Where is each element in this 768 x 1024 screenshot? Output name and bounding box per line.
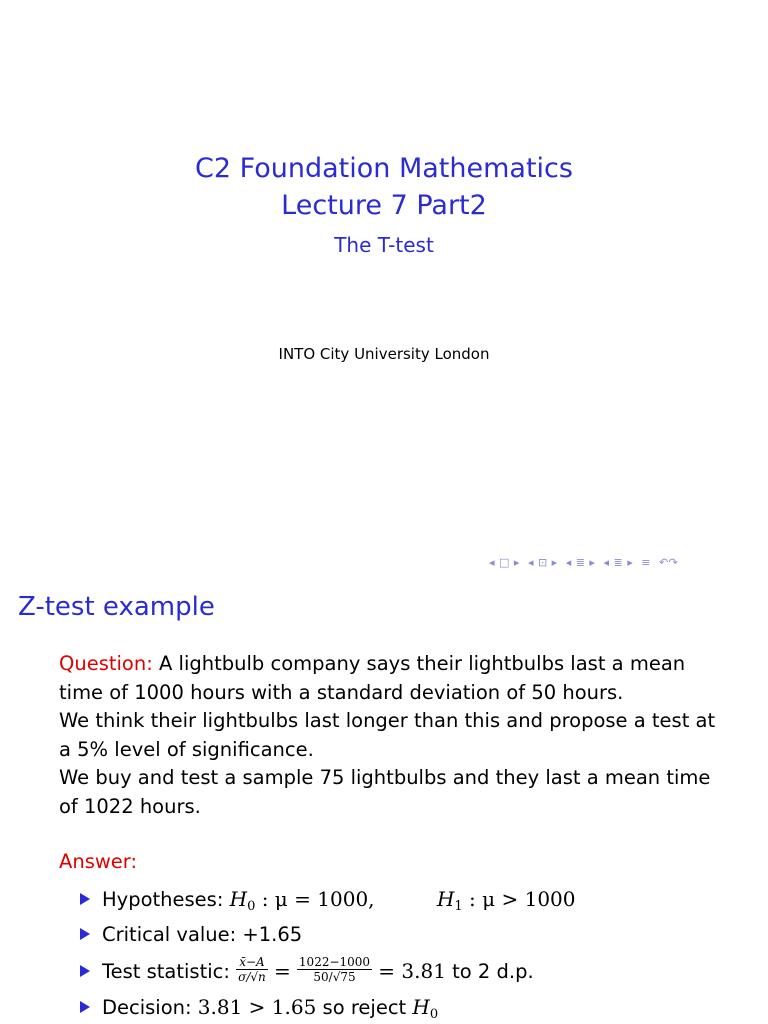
alt-hypothesis: $H_1$ : μ > 1000	[436, 887, 576, 914]
bullet-triangle-icon	[80, 1001, 90, 1013]
test-statistic-item: Test statistic: $\frac{x̄-A}{\sigma/√n}$ = $\frac{1022-1000}{50/√75}$ = 3.81 to 2 d.p.	[80, 953, 740, 989]
answer-label: Answer:	[59, 850, 138, 873]
question-label: Question:	[59, 652, 153, 675]
value-fraction: $\frac{1022-1000}{50/√75}$	[298, 955, 371, 984]
institute-name: INTO City University London	[278, 345, 490, 363]
lecture-title: Lecture 7 Part2	[281, 190, 487, 221]
beamer-navigation[interactable]	[489, 556, 682, 569]
decision-hypothesis: $H_0$	[412, 995, 439, 1022]
nav-frame-icon[interactable]: ◂ ⊡ ▸	[527, 556, 558, 569]
decision-label: Decision:	[102, 996, 192, 1019]
nav-section-icon[interactable]: ◂ ≣ ▸	[603, 556, 634, 569]
critical-value-text: Critical value: +1.65	[102, 923, 303, 946]
nav-menu-icon[interactable]: ≡	[641, 556, 651, 569]
test-statistic-suffix: to 2 d.p.	[445, 960, 534, 983]
question-line: A lightbulb company says their lightbulbs last a mean	[152, 652, 686, 675]
nav-slide-icon[interactable]: ◂ □ ▸	[489, 556, 520, 569]
frame-title: Z-test example	[18, 592, 215, 622]
ztest-slide	[0, 576, 768, 1024]
course-title: C2 Foundation Mathematics	[195, 153, 573, 184]
decision-suffix: so reject	[316, 996, 413, 1019]
test-statistic-value: = 3.81	[378, 959, 446, 983]
nav-subsection-icon[interactable]: ◂ ≣ ▸	[565, 556, 596, 569]
formula-fraction: $\frac{x̄-A}{\sigma/√n}$	[238, 955, 266, 984]
question-line: of 1022 hours.	[59, 794, 201, 818]
nav-back-forward-icon[interactable]: ↶↷	[658, 556, 679, 569]
test-statistic-label: Test statistic:	[102, 960, 230, 983]
question-paragraph	[59, 650, 749, 821]
bullet-triangle-icon	[80, 965, 90, 977]
question-line: We think their lightbulbs last longer than this and propose a test at	[59, 709, 716, 732]
question-line: a 5% level of significance.	[59, 737, 314, 761]
bullet-triangle-icon	[80, 893, 90, 905]
decision-item	[80, 989, 740, 1024]
lecture-subtitle: The T-test	[334, 233, 434, 257]
answer-list	[80, 881, 740, 1024]
bullet-triangle-icon	[80, 928, 90, 940]
hypotheses-item	[80, 881, 740, 917]
question-line: We buy and test a sample 75 lightbulbs and they last a mean time	[59, 766, 711, 789]
hypotheses-label: Hypotheses:	[102, 888, 224, 911]
decision-inequality: 3.81 > 1.65	[197, 995, 317, 1019]
question-line: time of 1000 hours with a standard deviation of 50 hours.	[59, 680, 624, 704]
null-hypothesis: $H_0$ : μ = 1000,	[229, 887, 375, 914]
critical-value-item	[80, 917, 740, 953]
